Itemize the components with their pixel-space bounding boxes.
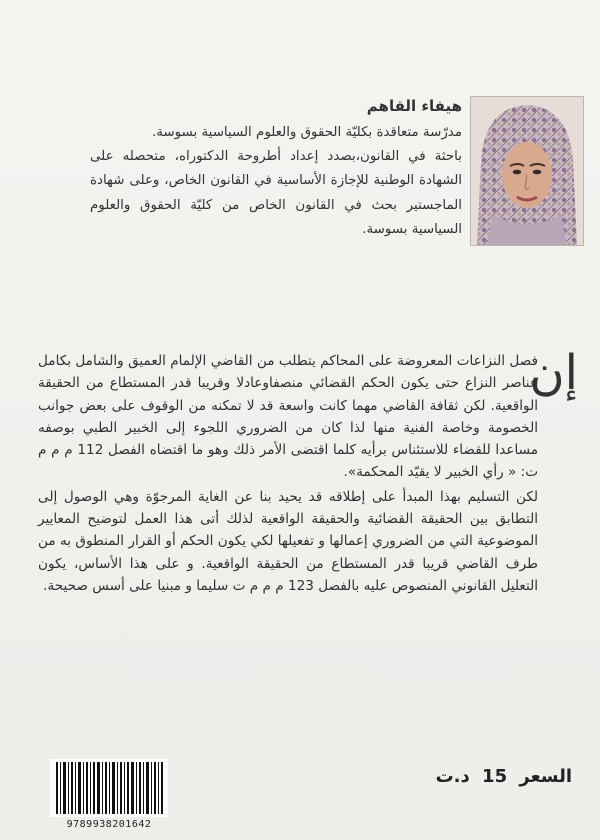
- price-value: 15: [482, 766, 508, 787]
- author-bio-line-1: مدرّسة متعاقدة بكليّة الحقوق والعلوم السياسية بسوسة.: [151, 125, 462, 140]
- author-bio-line-2: باحثة في القانون،بصدد إعداد أطروحة الدكتوراه، متحصله على الشهادة الوطنية للإجازة الأساسية في القانون الخاص، وعلى شهادة الماجستير بحث في القانون الخاص من كليّة الحقوق والعلوم السياسية بسوسة.: [90, 149, 462, 237]
- barcode-icon: [50, 759, 168, 817]
- book-summary: [38, 350, 538, 597]
- price-label: السعر: [519, 766, 572, 787]
- barcode-number: 9789938201642: [66, 819, 152, 830]
- author-photo: [470, 96, 584, 246]
- decorative-initial: إن: [529, 345, 578, 401]
- summary-paragraph-2: لكن التسليم بهذا المبدأ على إطلاقه قد يحيد بنا عن الغاية المرجوّة وهي الوصول إلى التطابق بين الحقيقة القضائية والحقيقة الواقعية لذلك أتى هذا العمل لتوضيح المعايير الموضوعية التي من الضروري إعمالها و تفعيلها لكي يكون الحكم أو القرار المنطوق به من طرف القاضي قريبا قدر المستطاع من الحقيقة الواقعية. و على هذا الأساس، يكون التعليل القانوني المنصوص عليه بالفصل 123 م م م ت سليما و مبنيا على أسس صحيحة.: [38, 488, 538, 594]
- author-bio: [90, 121, 462, 242]
- author-name: هيفاء القاهم: [366, 97, 462, 115]
- price-currency: د.ت: [435, 766, 470, 787]
- summary-paragraph-1: فصل النزاعات المعروضة على المحاكم يتطلب من القاضي الإلمام العميق والشامل بكامل عناصر النزاع حتى يكون الحكم القضائي منصفاوعادلا وقريبا قدر المستطاع من الحقيقة الواقعية. لكن ثقافة القاضي مهما كانت واسعة قد لا تمكنه من الوقوف على بعض جوانب الخصومة وخاصة الفنية منها لذا كان من الضروري اللجوء إلى الخبير الطبي بوصفه مساعدا للقضاء للاستئناس برأيه كلما اقتضى الأمر ذلك وهو ما اقتضاه الفصل 112 م م م ت: « رأي الخبير لا يقيّد المحكمة».: [38, 353, 538, 481]
- barcode: [50, 759, 168, 817]
- author-portrait-image: [471, 97, 583, 245]
- price: [430, 766, 572, 787]
